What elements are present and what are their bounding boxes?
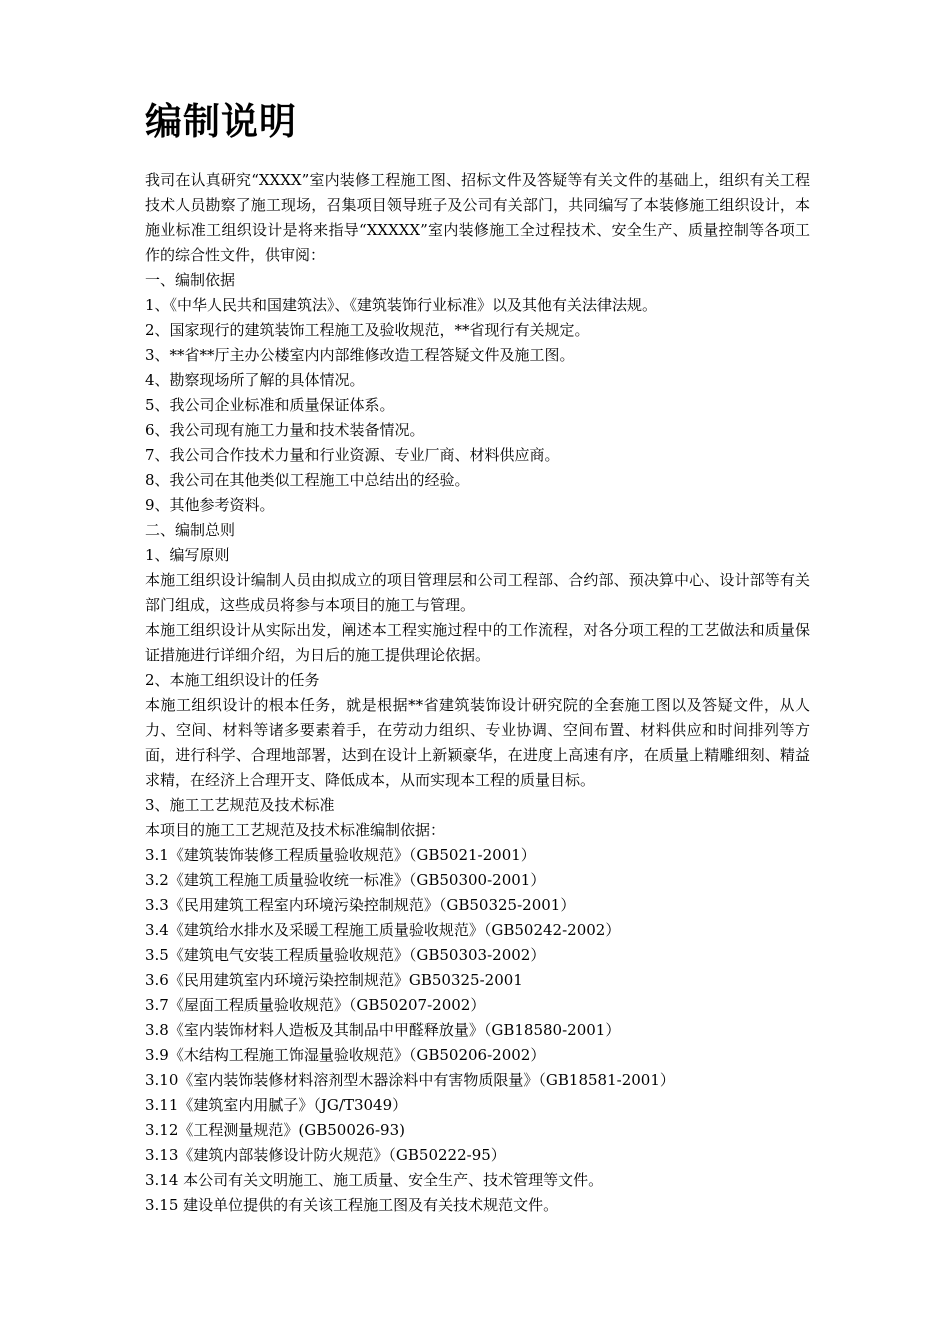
- standard-item: 3.1《建筑装饰装修工程质量验收规范》（GB5021-2001）: [145, 846, 536, 864]
- standard-item: 3.13《建筑内部装修设计防火规范》（GB50222-95）: [145, 1146, 506, 1164]
- section-principles: [145, 518, 810, 1218]
- standard-item: 3.15 建设单位提供的有关该工程施工图及有关技术规范文件。: [145, 1196, 559, 1214]
- list-item: 2、国家现行的建筑装饰工程施工及验收规范，**省现行有关规定。: [145, 321, 590, 339]
- list-item: 8、我公司在其他类似工程施工中总结出的经验。: [145, 471, 470, 489]
- standard-item: 3.5《建筑电气安装工程质量验收规范》（GB50303-2002）: [145, 946, 546, 964]
- document-page: [145, 96, 810, 1218]
- list-item: 1、《中华人民共和国建筑法》、《建筑装饰行业标准》以及其他有关法律法规。: [145, 296, 658, 314]
- list-item: 7、我公司合作技术力量和行业资源、专业厂商、材料供应商。: [145, 446, 560, 464]
- list-item: 3、**省**厅主办公楼室内内部维修改造工程答疑文件及施工图。: [145, 346, 575, 364]
- subsection-heading: 1、编写原则: [145, 546, 230, 564]
- list-item: 9、其他参考资料。: [145, 496, 275, 514]
- subsection-heading: 3、施工工艺规范及技术标准: [145, 796, 335, 814]
- list-item: 4、勘察现场所了解的具体情况。: [145, 371, 365, 389]
- intro-paragraph: 我司在认真研究“XXXX”室内装修工程施工图、招标文件及答疑等有关文件的基础上，组织有关工程技术人员勘察了施工现场，召集项目领导班子及公司有关部门，共同编写了本装修施工组织设计，本施业标准工组织设计是将来指导“XXXXX”室内装修施工全过程技术、安全生产、质量控制等各项工作的综合性文件，供审阅：: [145, 171, 810, 264]
- standard-item: 3.12《工程测量规范》(GB50026-93): [145, 1121, 405, 1139]
- body-paragraph: 本施工组织设计从实际出发，阐述本工程实施过程中的工作流程，对各分项工程的工艺做法和质量保证措施进行详细介绍，为日后的施工提供理论依据。: [145, 621, 810, 664]
- body-paragraph: 本施工组织设计的根本任务，就是根据**省建筑装饰设计研究院的全套施工图以及答疑文件，从人力、空间、材料等诸多要素着手，在劳动力组织、专业协调、空间布置、材料供应和时间排列等方面，进行科学、合理地部署，达到在设计上新颖豪华，在进度上高速有序，在质量上精雕细刻、精益求精，在经济上合理开支、降低成本，从而实现本工程的质量目标。: [145, 696, 810, 789]
- standard-item: 3.2《建筑工程施工质量验收统一标准》（GB50300-2001）: [145, 871, 546, 889]
- standard-item: 3.14 本公司有关文明施工、施工质量、安全生产、技术管理等文件。: [145, 1171, 604, 1189]
- body-line: 本项目的施工工艺规范及技术标准编制依据：: [145, 821, 446, 839]
- body-paragraph: 本施工组织设计编制人员由拟成立的项目管理层和公司工程部、合约部、预决算中心、设计部等有关部门组成，这些成员将参与本项目的施工与管理。: [145, 571, 810, 614]
- list-item: 5、我公司企业标准和质量保证体系。: [145, 396, 395, 414]
- list-item: 6、我公司现有施工力量和技术装备情况。: [145, 421, 425, 439]
- standard-item: 3.9《木结构工程施工饰湿量验收规范》（GB50206-2002）: [145, 1046, 546, 1064]
- standard-item: 3.11《建筑室内用腻子》（JG/T3049）: [145, 1096, 408, 1114]
- standard-item: 3.6《民用建筑室内环境污染控制规范》GB50325-2001: [145, 971, 523, 989]
- standard-item: 3.3《民用建筑工程室内环境污染控制规范》（GB50325-2001）: [145, 896, 576, 914]
- section-heading: 一、编制依据: [145, 271, 236, 289]
- standard-item: 3.10《室内装饰装修材料溶剂型木器涂料中有害物质限量》（GB18581-2001）: [145, 1071, 675, 1089]
- subsection-heading: 2、本施工组织设计的任务: [145, 671, 320, 689]
- section-heading: 二、编制总则: [145, 521, 236, 539]
- standard-item: 3.7《屋面工程质量验收规范》（GB50207-2002）: [145, 996, 486, 1014]
- section-basis: [145, 268, 810, 518]
- standard-item: 3.4《建筑给水排水及采暖工程施工质量验收规范》（GB50242-2002）: [145, 921, 621, 939]
- standard-item: 3.8《室内装饰材料人造板及其制品中甲醛释放量》（GB18580-2001）: [145, 1021, 621, 1039]
- document-title: 编制说明: [145, 100, 297, 143]
